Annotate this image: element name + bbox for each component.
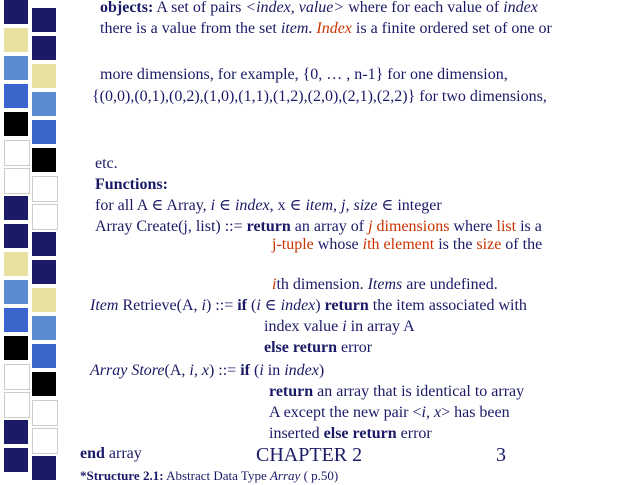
chapter-label: CHAPTER 2 <box>256 444 363 466</box>
text-segment: index <box>234 197 270 214</box>
decorative-square <box>4 280 28 304</box>
decorative-square <box>4 252 28 276</box>
text-segment: Items <box>367 276 403 293</box>
text-line-l13 <box>264 339 372 357</box>
decorative-square <box>32 204 58 230</box>
decorative-square <box>4 56 28 80</box>
text-segment: for all A ∈ Array, <box>95 197 211 214</box>
text-line-l18 <box>80 445 142 463</box>
text-segment: . <box>308 20 317 37</box>
decorative-square-strip <box>0 0 62 478</box>
text-segment: else return <box>264 339 338 356</box>
text-segment: ) ::= <box>205 297 238 314</box>
text-segment: is a <box>516 218 542 235</box>
text-segment: return <box>324 297 369 314</box>
text-line-l12 <box>264 318 415 336</box>
text-line-l6 <box>95 176 168 194</box>
text-segment: Retrieve(A, <box>118 297 202 314</box>
text-segment: i <box>256 297 261 314</box>
text-segment: dimensions <box>372 218 450 235</box>
text-line-l15 <box>269 383 524 401</box>
text-segment: index <box>280 297 316 314</box>
text-segment: if <box>240 362 250 379</box>
page-number: 3 <box>496 444 506 466</box>
text-segment: error <box>337 339 373 356</box>
text-segment: item, j, size <box>305 197 378 214</box>
text-segment: objects: <box>100 0 154 16</box>
text-segment: return <box>246 218 291 235</box>
text-segment: <index, value> <box>245 0 345 16</box>
text-segment: ) <box>318 362 325 379</box>
text-segment: Array Create(j, list) ::= <box>95 218 247 235</box>
text-segment: ( <box>249 362 260 379</box>
text-segment: if <box>237 297 247 314</box>
decorative-square <box>32 176 58 202</box>
decorative-square <box>32 260 56 284</box>
decorative-square <box>32 8 56 32</box>
text-segment: in array A <box>346 318 415 335</box>
text-segment: , x ∈ <box>269 197 306 214</box>
decorative-square <box>32 36 56 60</box>
text-segment: Item <box>90 297 119 314</box>
decorative-square <box>4 112 28 136</box>
text-segment: etc. <box>95 155 118 172</box>
text-segment: an array that is identical to array <box>313 383 525 400</box>
text-segment: > has been <box>441 404 510 421</box>
text-segment: *Structure 2.1: <box>80 468 164 483</box>
text-segment: ( p.50) <box>300 468 339 483</box>
decorative-square <box>32 428 58 454</box>
decorative-square <box>4 28 28 52</box>
decorative-square <box>4 420 28 444</box>
text-segment: item <box>280 20 309 37</box>
text-segment: Functions: <box>95 176 168 193</box>
text-segment: else return <box>323 425 397 442</box>
text-segment: A except the new pair < <box>269 404 422 421</box>
text-segment: ∈ <box>215 197 235 214</box>
decorative-square <box>4 308 28 332</box>
text-segment: in <box>263 362 285 379</box>
text-line-l14 <box>90 362 324 380</box>
text-line-l4 <box>92 88 547 106</box>
text-segment: size <box>476 236 502 253</box>
text-segment: i <box>210 197 216 214</box>
text-line-l1 <box>100 0 538 17</box>
text-line-l7 <box>95 197 442 215</box>
text-segment: ∈ <box>260 297 281 314</box>
text-segment: index <box>284 362 319 379</box>
text-segment: Array Store <box>90 362 165 379</box>
decorative-square <box>4 224 28 248</box>
text-segment: there is a value from the set <box>100 20 281 37</box>
text-segment: the item associated with <box>368 297 527 314</box>
decorative-square <box>4 168 30 194</box>
text-segment: list <box>496 218 517 235</box>
text-segment: error <box>396 425 432 442</box>
decorative-square <box>4 84 28 108</box>
decorative-square <box>32 232 56 256</box>
text-segment: i, x <box>421 404 442 421</box>
text-segment: return <box>269 383 314 400</box>
text-segment: A set of pairs <box>153 0 246 16</box>
decorative-square <box>32 456 56 480</box>
text-line-l10 <box>272 276 498 294</box>
text-line-l16 <box>269 404 510 422</box>
text-segment: th element <box>367 236 435 253</box>
decorative-square <box>32 64 56 88</box>
decorative-square <box>4 0 28 24</box>
text-segment: th dimension. <box>276 276 368 293</box>
text-segment: inserted <box>269 425 324 442</box>
text-segment: i, x <box>189 362 209 379</box>
text-segment: more dimensions, for example, {0, … , n-1} for one dimension, <box>100 66 508 83</box>
text-segment: array <box>104 445 142 462</box>
text-segment: is the <box>434 236 477 253</box>
text-segment: i <box>362 236 368 253</box>
text-segment: {(0,0),(0,1),(0,2),(1,0),(1,1),(1,2),(2,0),(2,1),(2,2)} for two dimensions, <box>92 88 547 105</box>
text-segment: whose <box>313 236 363 253</box>
text-segment: i <box>272 276 277 293</box>
text-segment: (A, <box>164 362 190 379</box>
text-segment: ( <box>247 297 257 314</box>
text-segment: Abstract Data Type <box>163 468 270 483</box>
text-segment: index value <box>264 318 343 335</box>
decorative-square <box>32 92 56 116</box>
text-line-l5 <box>95 155 118 173</box>
text-segment: i <box>201 297 206 314</box>
text-line-l17 <box>269 425 432 443</box>
text-segment: Index <box>316 20 352 37</box>
decorative-square <box>4 336 28 360</box>
text-line-l11 <box>90 297 527 315</box>
text-segment: of the <box>501 236 543 253</box>
decorative-square <box>32 400 58 426</box>
decorative-square <box>32 316 56 340</box>
text-segment: ) ::= <box>208 362 241 379</box>
text-segment: index <box>503 0 538 16</box>
decorative-square <box>32 120 56 144</box>
decorative-square <box>4 140 30 166</box>
text-segment: j <box>368 218 373 235</box>
text-line-l3 <box>100 66 508 84</box>
text-line-l19 <box>80 467 338 485</box>
text-segment: j-tuple <box>272 236 314 253</box>
text-segment: where <box>449 218 497 235</box>
text-segment: i <box>342 318 347 335</box>
decorative-square <box>4 196 28 220</box>
text-line-l8 <box>95 218 542 236</box>
text-segment: ∈ integer <box>377 197 442 214</box>
text-segment: ) <box>315 297 325 314</box>
text-segment: is a finite ordered set of one or <box>351 20 552 37</box>
decorative-square <box>4 392 30 418</box>
decorative-square <box>32 288 56 312</box>
text-segment: an array of <box>290 218 369 235</box>
decorative-square <box>4 364 30 390</box>
text-segment: Array <box>269 468 301 483</box>
decorative-square <box>32 344 56 368</box>
decorative-square <box>32 148 56 172</box>
text-segment: i <box>259 362 264 379</box>
text-segment: are undefined. <box>402 276 498 293</box>
decorative-square <box>32 372 56 396</box>
text-line-l2 <box>100 20 552 38</box>
text-segment: where for each value of <box>344 0 504 16</box>
text-line-l9 <box>272 236 542 254</box>
text-segment: end <box>80 445 105 462</box>
decorative-square <box>4 448 28 472</box>
